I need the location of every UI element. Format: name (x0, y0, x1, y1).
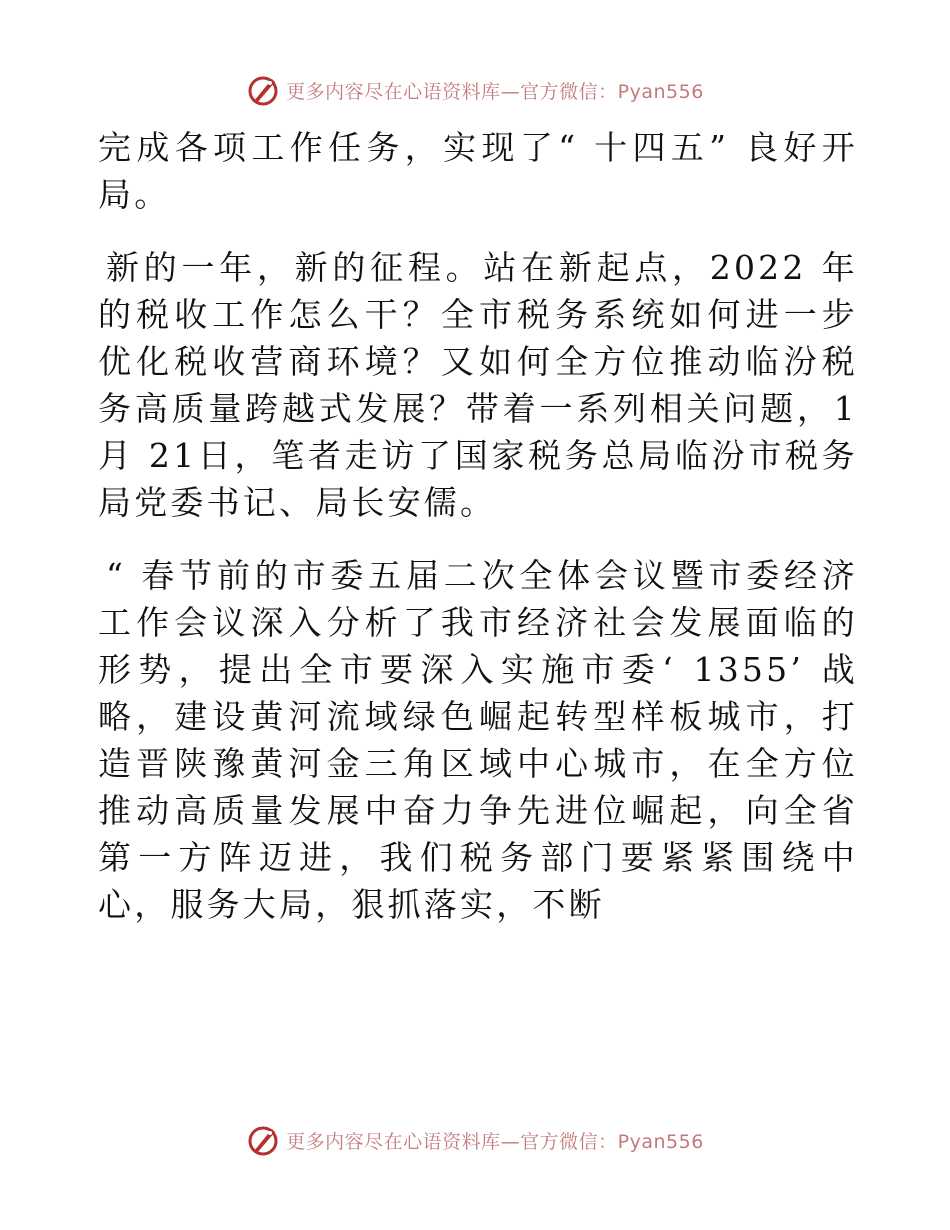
pen-logo-icon (246, 73, 280, 107)
pen-logo-icon (246, 1123, 280, 1157)
paragraph-2: 新的一年，新的征程。站在新起点，2022 年的税收工作怎么干？全市税务系统如何进一步优化税收营商环境？又如何全方位推动临汾税务高质量跨越式发展？带着一系列相关问题，1 月 21日，笔者走访了国家税务总局临汾市税务局党委书记、局长安儒。 (98, 248, 858, 522)
footer-watermark (0, 1120, 950, 1160)
paragraph-3: “ 春节前的市委五届二次全体会议暨市委经济工作会议深入分析了我市经济社会发展面临的形势，提出全市要深入实施市委‘ 1355’ 战略，建设黄河流域绿色崛起转型样板城市，打造晋陕豫黄河金三角区域中心城市，在全方位推动高质量发展中奋力争先进位崛起，向全省第一方阵迈进，我们税务部门要紧紧围绕中心，服务大局，狠抓落实，不断 (98, 556, 858, 924)
document-body (98, 124, 858, 954)
paragraph-1: 完成各项工作任务，实现了“ 十四五” 良好开局。 (98, 128, 858, 214)
watermark-text: 更多内容尽在心语资料库—官方微信：Pyan556 (286, 80, 704, 103)
header-watermark (0, 70, 950, 110)
watermark-text: 更多内容尽在心语资料库—官方微信：Pyan556 (286, 1130, 704, 1153)
